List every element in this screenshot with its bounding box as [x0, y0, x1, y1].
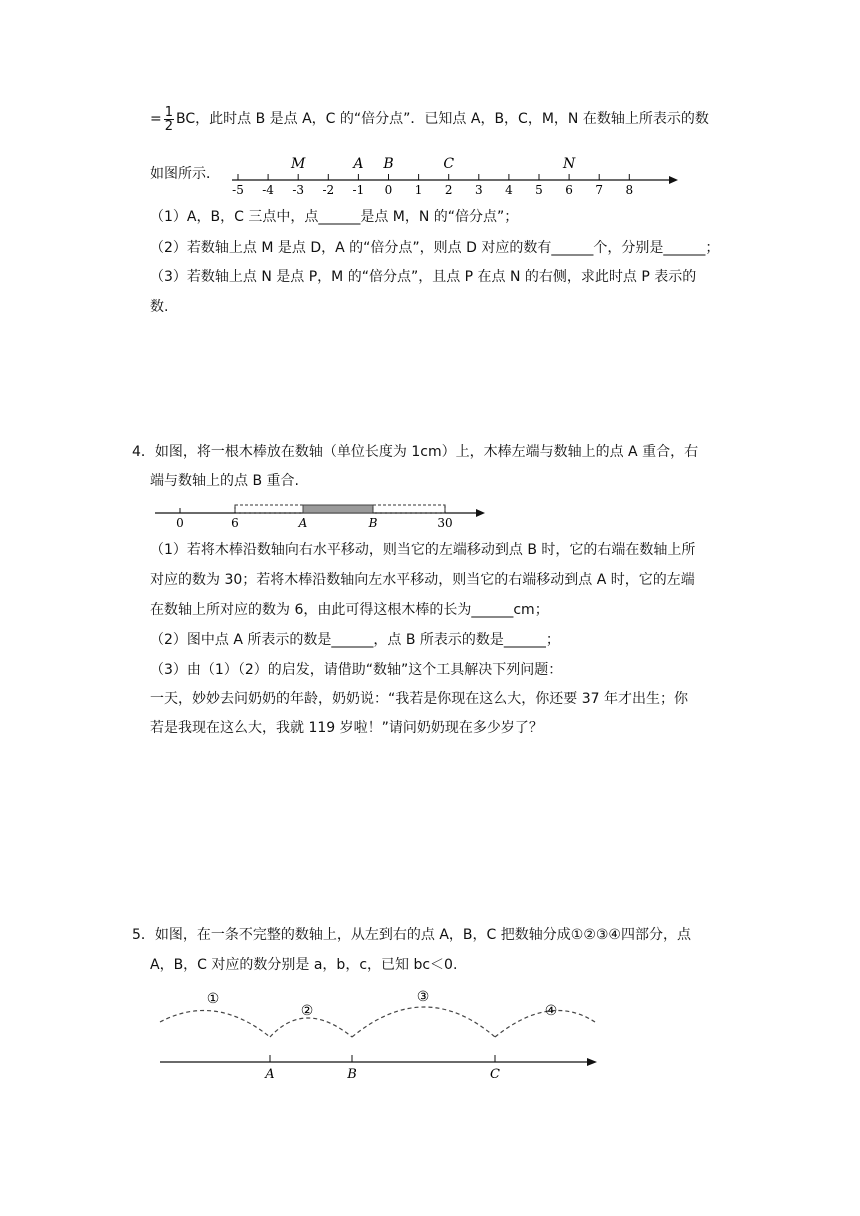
q4-label-6: 6 [231, 516, 239, 530]
q4-line2: 端与数轴上的点 B 重合. [150, 473, 299, 489]
q5-arc-3 [352, 1007, 495, 1037]
q4-stick-figure [155, 501, 495, 533]
q4-label-a: A [298, 516, 308, 530]
q3-frac-den: 2 [164, 118, 174, 134]
q3-tick-label-8: 8 [625, 183, 634, 197]
q5-line1: 5．如图，在一条不完整的数轴上，从左到右的点 A，B，C 把数轴分成①②③④四部分，点 [132, 927, 691, 943]
q3-tick-label-7: 7 [595, 183, 604, 197]
q3-tick-label-6: 6 [565, 183, 573, 197]
q5-arc-label-2: ② [300, 1003, 314, 1019]
q5-point-b: B [347, 1067, 357, 1082]
q3-tick-label--4: -4 [262, 183, 274, 197]
q3-tick-label-1: 1 [414, 183, 423, 197]
q3-line1 [150, 104, 709, 134]
q5-axis-arrow [587, 1058, 597, 1066]
q3-fraction [164, 106, 174, 133]
q3-sub1: （1）A，B，C 三点中，点______是点 M，N 的“倍分点”； [150, 209, 519, 225]
q5-arc-label-3: ③ [416, 989, 430, 1005]
q4-dashed-right-box [373, 505, 445, 513]
q3-sub3-l2: 数. [150, 299, 169, 315]
q4-sub3: （3）由（1）（2）的启发，请借助“数轴”这个工具解决下列问题： [150, 662, 563, 678]
q3-tick-label--1: -1 [352, 183, 365, 197]
q4-sub2: （2）图中点 A 所表示的数是______，点 B 所表示的数是______； [150, 632, 560, 648]
q4-sub1-l3: 在数轴上所对应的数为 6，由此可得这根木棒的长为______cm； [150, 602, 549, 618]
q3-axis-arrow [669, 176, 678, 184]
q3-eq-sign: = [150, 111, 162, 127]
q3-tick-label--2: -2 [322, 183, 335, 197]
q5-line2: A，B，C 对应的数分别是 a，b，c，已知 bc＜0. [150, 957, 458, 973]
q5-point-c: C [490, 1067, 500, 1082]
q4-wood-stick [303, 505, 373, 513]
q3-line1-rest: BC，此时点 B 是点 A，C 的“倍分点”．已知点 A，B，C，M，N 在数轴上所表示的数 [176, 111, 709, 127]
q4-label-30: 30 [437, 516, 453, 530]
q4-story-l1: 一天，妙妙去问奶奶的年龄，奶奶说：“我若是你现在这么大，你还要 37 年才出生；你 [150, 691, 688, 707]
q4-sub1-l2: 对应的数为 30；若将木棒沿数轴向左水平移动，则当它的右端移动到点 A 时，它的左端 [150, 572, 695, 588]
q4-sub1-l1: （1）若将木棒沿数轴向右水平移动，则当它的左端移动到点 B 时，它的右端在数轴上所 [150, 542, 696, 558]
q3-tick-label-3: 3 [474, 183, 483, 197]
q3-tick-label-2: 2 [444, 183, 453, 197]
q3-tick-label-4: 4 [505, 183, 513, 197]
q3-point-a: A [353, 156, 364, 172]
q3-frac-num: 1 [164, 104, 174, 120]
q3-tick-label-0: 0 [384, 183, 393, 197]
q5-arc-1 [160, 1010, 270, 1037]
q5-arc-label-4: ④ [544, 1003, 558, 1019]
q4-label-b: B [368, 516, 378, 530]
q3-tick-label-5: 5 [535, 183, 543, 197]
q3-sub2: （2）若数轴上点 M 是点 D，A 的“倍分点”，则点 D 对应的数有______个，分别是______； [150, 240, 720, 256]
q4-dashed-left-box [235, 505, 303, 513]
q3-tick-label--5: -5 [232, 183, 244, 197]
q5-arc-2 [270, 1018, 352, 1037]
q3-point-n: N [562, 156, 576, 172]
q3-sub3-l1: （3）若数轴上点 N 是点 P，M 的“倍分点”，且点 P 在点 N 的右侧，求此时点 P 表示的 [150, 269, 697, 285]
q4-axis-arrow [476, 509, 485, 517]
q4-story-l2: 若是我现在这么大，我就 119 岁啦！”请问奶奶现在多少岁了？ [150, 720, 543, 736]
q3-point-b: B [383, 156, 394, 172]
q3-tick-label--3: -3 [292, 183, 305, 197]
q5-point-a: A [265, 1067, 275, 1082]
q3-line2: 如图所示． [150, 166, 220, 182]
q3-point-m: M [291, 156, 306, 172]
q5-partition-figure [155, 985, 605, 1085]
q3-point-c: C [443, 156, 455, 172]
q5-arc-label-1: ① [206, 991, 220, 1007]
q4-line1: 4．如图，将一根木棒放在数轴（单位长度为 1cm）上，木棒左端与数轴上的点 A 重合，右 [132, 444, 699, 460]
q4-label-0: 0 [176, 516, 184, 530]
q3-number-axis [228, 150, 688, 200]
